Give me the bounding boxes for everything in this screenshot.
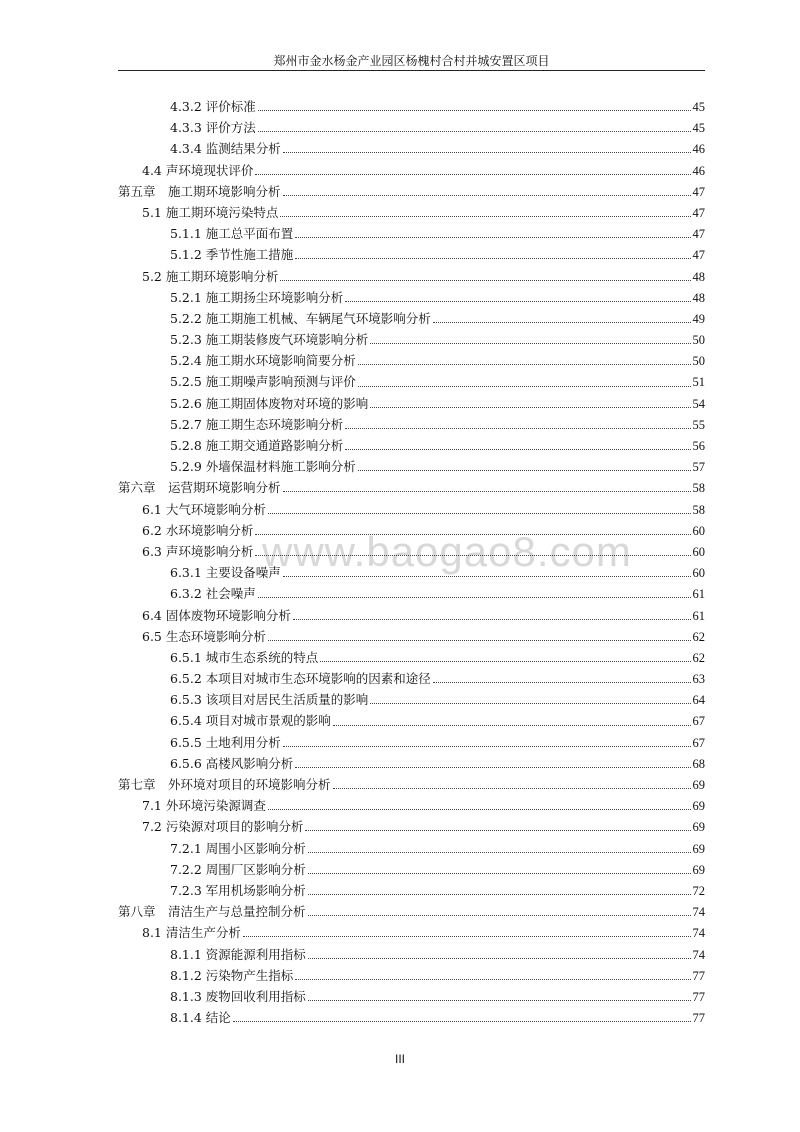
dot-leader [255, 534, 690, 535]
dot-leader [345, 428, 690, 429]
dot-leader [370, 703, 690, 704]
toc-entry-label: 第五章 施工期环境影响分析 [118, 183, 281, 199]
dot-leader [295, 979, 690, 980]
toc-entry[interactable] [118, 901, 705, 922]
toc-entry-label: 5.1 施工期环境污染特点 [142, 204, 279, 220]
toc-entry-label: 6.5.3 该项目对居民生活质量的影响 [170, 692, 369, 708]
toc-entry-page: 67 [692, 714, 705, 729]
toc-entry[interactable] [118, 117, 705, 138]
watermark: www.baogao8.com [262, 528, 632, 575]
toc-entry-label: 8.1.2 污染物产生指标 [170, 967, 294, 983]
toc-entry-page: 50 [692, 333, 705, 348]
toc-entry-page: 69 [692, 841, 705, 856]
toc-entry-page: 57 [692, 460, 705, 475]
toc-entry-label: 8.1.3 废物回收利用指标 [170, 988, 306, 1004]
toc-entry-label: 6.2 水环境影响分析 [142, 522, 254, 538]
toc-entry-label: 6.5.2 本项目对城市生态环境影响的因素和途径 [170, 671, 431, 687]
table-of-contents [118, 96, 705, 1028]
toc-entry-page: 49 [692, 311, 705, 326]
toc-entry[interactable] [118, 859, 705, 880]
toc-entry-page: 60 [692, 523, 705, 538]
dot-leader [308, 1000, 691, 1001]
toc-entry[interactable] [118, 287, 705, 308]
toc-entry-label: 6.5.5 土地利用分析 [170, 734, 281, 750]
toc-entry-page: 50 [692, 354, 705, 369]
page-footer [0, 1052, 800, 1066]
toc-entry[interactable] [118, 414, 705, 435]
toc-entry-label: 4.3.3 评价方法 [170, 120, 256, 136]
toc-entry-label: 5.2.6 施工期固体废物对环境的影响 [170, 395, 369, 411]
toc-entry-page: 77 [692, 1011, 705, 1026]
toc-entry[interactable] [118, 795, 705, 816]
toc-entry-label: 5.1.1 施工总平面布置 [170, 226, 294, 242]
dot-leader [258, 131, 691, 132]
toc-entry[interactable] [118, 838, 705, 859]
dot-leader [305, 830, 690, 831]
toc-entry[interactable] [118, 308, 705, 329]
page-header [118, 52, 705, 71]
dot-leader [258, 597, 691, 598]
toc-entry-page: 62 [692, 650, 705, 665]
toc-entry-page: 61 [692, 608, 705, 623]
toc-entry[interactable] [118, 435, 705, 456]
toc-entry-label: 第七章 外环境对项目的环境影响分析 [118, 777, 331, 792]
dot-leader [308, 915, 691, 916]
toc-entry-page: 47 [692, 248, 705, 263]
toc-entry-page: 69 [692, 799, 705, 814]
dot-leader [280, 280, 690, 281]
toc-entry-label: 7.1 外环境污染源调查 [142, 798, 266, 814]
dot-leader [268, 640, 691, 641]
dot-leader [308, 873, 691, 874]
dot-leader [283, 491, 691, 492]
toc-entry[interactable] [118, 244, 705, 265]
toc-entry[interactable] [118, 499, 705, 520]
toc-entry[interactable] [118, 626, 705, 647]
toc-entry-label: 6.3.1 主要设备噪声 [170, 565, 281, 581]
toc-entry-label: 5.1.2 季节性施工措施 [170, 247, 294, 263]
toc-entry-label: 4.3.4 监测结果分析 [170, 141, 281, 157]
dot-leader [320, 661, 690, 662]
toc-entry[interactable] [118, 541, 705, 562]
page-number: III [394, 1052, 405, 1066]
toc-entry[interactable] [118, 965, 705, 986]
dot-leader [345, 301, 690, 302]
dot-leader [280, 216, 690, 217]
toc-entry[interactable] [118, 96, 705, 117]
toc-entry[interactable] [118, 583, 705, 604]
toc-entry-page: 67 [692, 735, 705, 750]
toc-entry-label: 8.1.1 资源能源利用指标 [170, 946, 306, 962]
toc-entry-label: 第八章 清洁生产与总量控制分析 [118, 904, 306, 920]
toc-entry-page: 74 [692, 926, 705, 941]
dot-leader [433, 682, 691, 683]
toc-entry-label: 6.1 大气环境影响分析 [142, 501, 266, 517]
toc-entry[interactable] [118, 986, 705, 1007]
toc-entry[interactable] [118, 816, 705, 837]
dot-leader [283, 195, 691, 196]
toc-entry-label: 5.2.1 施工期扬尘环境影响分析 [170, 289, 344, 305]
toc-entry[interactable] [118, 944, 705, 965]
toc-entry-label: 5.2 施工期环境影响分析 [142, 268, 279, 284]
dot-leader [370, 407, 690, 408]
toc-entry-page: 47 [692, 227, 705, 242]
toc-entry-label: 6.3 声环境影响分析 [142, 543, 254, 559]
toc-entry-label: 7.2.3 军用机场影响分析 [170, 882, 306, 898]
toc-entry-page: 63 [692, 672, 705, 687]
toc-entry[interactable] [118, 710, 705, 731]
toc-entry-label: 7.2.2 周围厂区影响分析 [170, 861, 306, 877]
toc-entry-page: 64 [692, 693, 705, 708]
toc-entry-page: 45 [692, 121, 705, 136]
toc-entry[interactable] [118, 520, 705, 541]
toc-entry-page: 58 [692, 481, 705, 496]
dot-leader [308, 894, 691, 895]
toc-entry-page: 72 [692, 883, 705, 898]
toc-entry-label: 6.4 固体废物环境影响分析 [142, 607, 291, 623]
toc-entry[interactable] [118, 266, 705, 287]
dot-leader [295, 258, 690, 259]
toc-entry[interactable] [118, 393, 705, 414]
toc-entry-page: 48 [692, 290, 705, 305]
dot-leader [308, 958, 691, 959]
toc-entry-label: 4.4 声环境现状评价 [142, 162, 254, 178]
toc-entry-page: 46 [692, 142, 705, 157]
toc-entry-label: 5.2.2 施工期施工机械、车辆尾气环境影响分析 [170, 310, 431, 326]
toc-entry-page: 54 [692, 396, 705, 411]
dot-leader [345, 449, 690, 450]
toc-entry-page: 69 [692, 820, 705, 835]
toc-entry-page: 47 [692, 184, 705, 199]
toc-entry[interactable] [118, 138, 705, 159]
dot-leader [293, 619, 691, 620]
toc-entry-page: 68 [692, 756, 705, 771]
toc-entry[interactable] [118, 605, 705, 626]
toc-entry-label: 8.1.4 结论 [170, 1010, 231, 1026]
toc-entry-label: 5.2.9 外墙保温材料施工影响分析 [170, 459, 356, 475]
toc-entry-label: 6.5.1 城市生态系统的特点 [170, 649, 319, 665]
toc-entry-label: 6.5.4 项目对城市景观的影响 [170, 713, 331, 729]
toc-entry-page: 74 [692, 905, 705, 920]
toc-entry-label: 5.2.4 施工期水环境影响简要分析 [170, 353, 356, 369]
toc-entry[interactable] [118, 668, 705, 689]
dot-leader [255, 555, 690, 556]
toc-entry-label: 6.5 生态环境影响分析 [142, 628, 266, 644]
toc-entry-page: 56 [692, 439, 705, 453]
toc-entry-page: 61 [692, 587, 705, 602]
toc-entry-page: 46 [692, 163, 705, 178]
toc-entry-page: 69 [692, 778, 705, 792]
toc-entry-label: 5.2.8 施工期交通道路影响分析 [170, 438, 344, 453]
dot-leader [308, 852, 691, 853]
toc-entry-page: 74 [692, 947, 705, 962]
toc-entry-label: 8.1 清洁生产分析 [142, 925, 241, 941]
toc-entry[interactable] [118, 922, 705, 943]
toc-entry[interactable] [118, 350, 705, 371]
toc-entry[interactable] [118, 181, 705, 202]
dot-leader [295, 767, 690, 768]
dot-leader [333, 725, 691, 726]
dot-leader [370, 343, 690, 344]
toc-entry-page: 55 [692, 417, 705, 432]
dot-leader [283, 576, 691, 577]
toc-entry-page: 60 [692, 566, 705, 581]
toc-entry-label: 5.2.7 施工期生态环境影响分析 [170, 416, 344, 432]
dot-leader [283, 746, 691, 747]
toc-entry[interactable] [118, 732, 705, 753]
toc-entry[interactable] [118, 371, 705, 392]
toc-entry[interactable] [118, 753, 705, 774]
dot-leader [358, 470, 691, 471]
toc-entry-page: 48 [692, 269, 705, 284]
dot-leader [358, 386, 691, 387]
toc-entry-label: 7.2.1 周围小区影响分析 [170, 840, 306, 856]
header-title: 郑州市金水杨金产业园区杨槐村合村并城安置区项目 [273, 54, 550, 68]
toc-entry-page: 69 [692, 862, 705, 877]
dot-leader [333, 788, 691, 789]
toc-entry-label: 6.5.6 高楼风影响分析 [170, 755, 294, 771]
toc-entry-label: 4.3.2 评价标准 [170, 99, 256, 114]
toc-entry-page: 62 [692, 629, 705, 644]
toc-entry-label: 第六章 运营期环境影响分析 [118, 480, 281, 496]
toc-entry[interactable] [118, 329, 705, 350]
toc-entry[interactable] [118, 477, 705, 498]
dot-leader [255, 174, 690, 175]
toc-entry-page: 77 [692, 968, 705, 983]
dot-leader [243, 936, 691, 937]
dot-leader [268, 809, 691, 810]
toc-entry-page: 45 [692, 100, 705, 114]
toc-entry[interactable] [118, 456, 705, 477]
toc-entry[interactable] [118, 647, 705, 668]
dot-leader [283, 152, 691, 153]
toc-entry[interactable] [118, 160, 705, 181]
toc-entry[interactable] [118, 1007, 705, 1028]
toc-entry-page: 77 [692, 989, 705, 1004]
toc-entry[interactable] [118, 562, 705, 583]
toc-entry[interactable] [118, 774, 705, 795]
dot-leader [258, 110, 691, 111]
dot-leader [233, 1021, 691, 1022]
toc-entry-label: 5.2.3 施工期装修废气环境影响分析 [170, 332, 369, 348]
toc-entry-page: 51 [692, 375, 705, 390]
toc-entry-page: 47 [692, 205, 705, 220]
toc-entry[interactable] [118, 202, 705, 223]
dot-leader [433, 322, 691, 323]
toc-entry[interactable] [118, 689, 705, 710]
dot-leader [295, 237, 690, 238]
toc-entry[interactable] [118, 223, 705, 244]
dot-leader [268, 513, 691, 514]
toc-entry-label: 6.3.2 社会噪声 [170, 586, 256, 602]
toc-entry[interactable] [118, 880, 705, 901]
toc-entry-page: 60 [692, 544, 705, 559]
dot-leader [358, 364, 691, 365]
toc-entry-page: 58 [692, 502, 705, 517]
toc-entry-label: 7.2 污染源对项目的影响分析 [142, 819, 304, 835]
toc-entry-label: 5.2.5 施工期噪声影响预测与评价 [170, 374, 356, 390]
